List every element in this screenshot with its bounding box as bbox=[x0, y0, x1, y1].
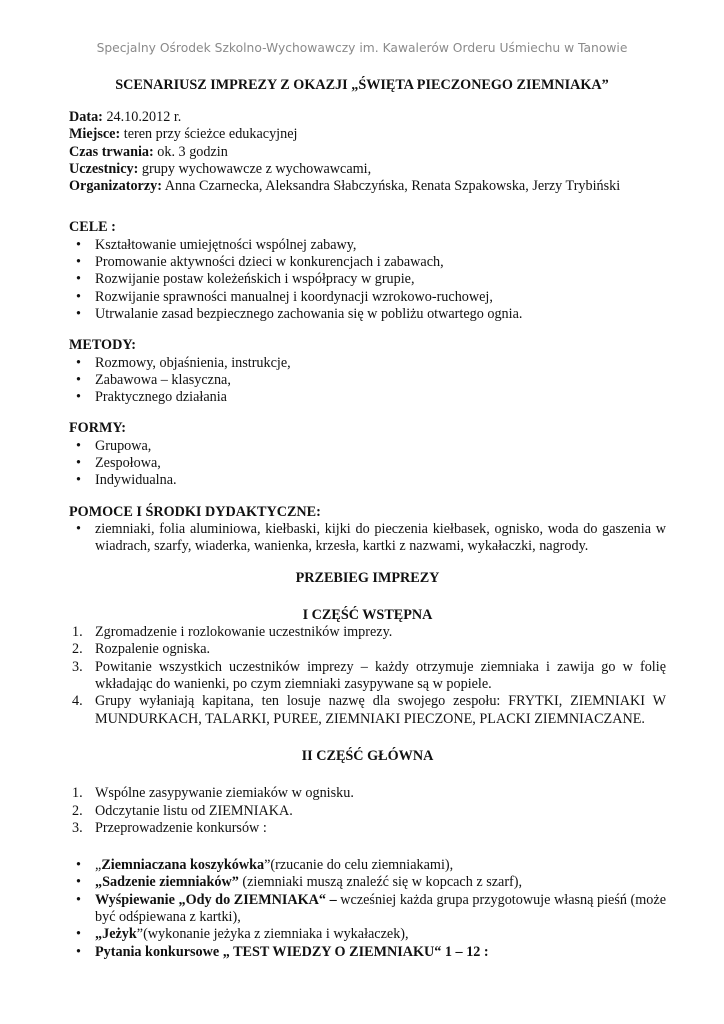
info-place bbox=[69, 126, 666, 143]
contest-name: Pytania konkursowe „ TEST WIEDZY O ZIEMNIAKU“ 1 – 12 : bbox=[95, 943, 489, 960]
methods-title: METODY: bbox=[69, 337, 137, 354]
pre: „ bbox=[95, 857, 102, 874]
list-item: 3. Przeprowadzenie konkursów : bbox=[72, 819, 267, 836]
part2-title: II CZĘŚĆ GŁÓWNA bbox=[301, 747, 434, 764]
item-text: Powitanie wszystkich uczestników imprezy – każdy otrzymuje ziemniaka i zawija go w folię wkładając do wanienki, po czym ziemniaki zasypywane są w popiele. bbox=[95, 658, 666, 693]
contest-name: Ziemniaczana koszykówka bbox=[101, 857, 265, 874]
list-item: 4. Grupy wyłaniają kapitana, ten losuje nazwę dla swojego zespołu: FRYTKI, ZIEMNIAKI W MUNDURKACH, TALARKI, PUREE, ZIEMNIAKI PIECZONE, PLACKI ZIEMNIACZANE. bbox=[72, 693, 666, 727]
document-body bbox=[69, 109, 666, 961]
item-text: Odczytanie listu od ZIEMNIAKA. bbox=[95, 802, 293, 819]
info-duration bbox=[69, 144, 666, 161]
contest-name: „Sadzenie ziemniaków” bbox=[95, 874, 239, 891]
label: Czas trwania: bbox=[69, 143, 154, 160]
item-text: Zgromadzenie i rozlokowanie uczestników imprezy. bbox=[95, 624, 393, 641]
label: Miejsce: bbox=[69, 126, 121, 143]
contest-desc: wcześniej każda grupa przygotowuje własną pieśń (może być odśpiewana z kartki), bbox=[95, 891, 666, 925]
list-item: 2. Odczytanie listu od ZIEMNIAKA. bbox=[72, 802, 293, 819]
contest-desc: ”(wykonanie jeżyka z ziemniaka i wykałaczek), bbox=[136, 926, 409, 943]
page-header: Specjalny Ośrodek Szkolno-Wychowawczy im. Kawalerów Orderu Uśmiechu w Tanowie bbox=[96, 41, 628, 55]
contest-name: Wyśpiewanie „Ody do ZIEMNIAKA“ – bbox=[95, 891, 337, 908]
goals-list bbox=[69, 237, 666, 323]
list-item: • Indywidualna. bbox=[69, 472, 666, 489]
forms-title: FORMY: bbox=[69, 420, 127, 437]
contest-name: „Jeżyk bbox=[95, 926, 137, 943]
aids-list bbox=[69, 521, 666, 556]
value: ok. 3 godzin bbox=[153, 143, 228, 160]
part1-title: I CZĘŚĆ WSTĘPNA bbox=[302, 606, 433, 623]
list-item: • Rozmowy, objaśnienia, instrukcje, bbox=[69, 355, 666, 372]
list-item: 2. Rozpalenie ogniska. bbox=[72, 641, 211, 658]
value: Anna Czarnecka, Aleksandra Słabczyńska, Renata Szpakowska, Jerzy Trybiński bbox=[161, 178, 621, 195]
list-item: • Kształtowanie umiejętności wspólnej zabawy, bbox=[69, 237, 666, 254]
part1-list bbox=[69, 624, 666, 728]
item-text: Wspólne zasypywanie ziemiaków w ognisku. bbox=[95, 785, 354, 802]
contest-item bbox=[69, 857, 666, 874]
info-organizers bbox=[69, 178, 666, 195]
methods-list bbox=[69, 355, 666, 407]
list-item: 1. Zgromadzenie i rozlokowanie uczestników imprezy. bbox=[72, 624, 393, 641]
value: teren przy ścieżce edukacyjnej bbox=[120, 126, 298, 143]
label: Data: bbox=[69, 109, 103, 125]
forms-list bbox=[69, 438, 666, 490]
info-date bbox=[69, 109, 666, 126]
contest-desc: ”(rzucanie do celu ziemniakami), bbox=[264, 857, 454, 874]
list-item: 1. Wspólne zasypywanie ziemiaków w ognisku. bbox=[72, 785, 354, 802]
contest-desc: (ziemniaki muszą znaleźć się w kopcach z szarf), bbox=[238, 874, 523, 891]
item-text: Przeprowadzenie konkursów : bbox=[95, 819, 267, 836]
list-item: • Rozwijanie sprawności manualnej i koordynacji wzrokowo-ruchowej, bbox=[69, 289, 666, 306]
aids-title: POMOCE I ŚRODKI DYDAKTYCZNE: bbox=[69, 503, 321, 520]
list-item: • Zabawowa – klasyczna, bbox=[69, 372, 666, 389]
list-item: • ziemniaki, folia aluminiowa, kiełbaski, kijki do pieczenia kiełbasek, ognisko, woda do gaszenia w wiadrach, szarfy, wiaderka, wanienka, krzesła, kartki z nazwami, wykałaczki, nagrody. bbox=[69, 521, 666, 556]
contest-item bbox=[69, 944, 666, 961]
list-item: • Promowanie aktywności dzieci w konkurencjach i zabawach, bbox=[69, 254, 666, 271]
list-item: • Rozwijanie postaw koleżeńskich i współpracy w grupie, bbox=[69, 271, 666, 288]
list-item: • Grupowa, bbox=[69, 438, 666, 455]
label: Uczestnicy: bbox=[69, 160, 139, 177]
contests-list bbox=[69, 857, 666, 961]
list-item: • Praktycznego działania bbox=[69, 389, 666, 406]
list-item: 3. Powitanie wszystkich uczestników imprezy – każdy otrzymuje ziemniaka i zawija go w folię wkładając do wanienki, po czym ziemniaki zasypywane są w popiele. bbox=[72, 658, 666, 693]
item-text: Rozpalenie ogniska. bbox=[95, 641, 211, 658]
value: 24.10.2012 r. bbox=[102, 109, 182, 125]
label: Organizatorzy: bbox=[69, 178, 162, 195]
course-title: PRZEBIEG IMPREZY bbox=[295, 569, 440, 586]
contest-item bbox=[69, 926, 666, 943]
contest-item bbox=[69, 874, 666, 891]
value: grupy wychowawcze z wychowawcami, bbox=[138, 160, 372, 177]
part2-list bbox=[69, 785, 666, 837]
list-item: • Utrwalanie zasad bezpiecznego zachowania się w pobliżu otwartego ognia. bbox=[69, 306, 666, 323]
document-title: SCENARIUSZ IMPREZY Z OKAZJI „ŚWIĘTA PIECZONEGO ZIEMNIAKA” bbox=[115, 77, 609, 93]
contest-item bbox=[69, 892, 666, 927]
list-item: • Zespołowa, bbox=[69, 455, 666, 472]
goals-title: CELE : bbox=[69, 219, 116, 236]
item-text: Grupy wyłaniają kapitana, ten losuje nazwę dla swojego zespołu: FRYTKI, ZIEMNIAKI W MUNDURKACH, TALARKI, PUREE, ZIEMNIAKI PIECZONE, PLACKI ZIEMNIACZANE. bbox=[95, 693, 666, 727]
info-participants bbox=[69, 161, 666, 178]
